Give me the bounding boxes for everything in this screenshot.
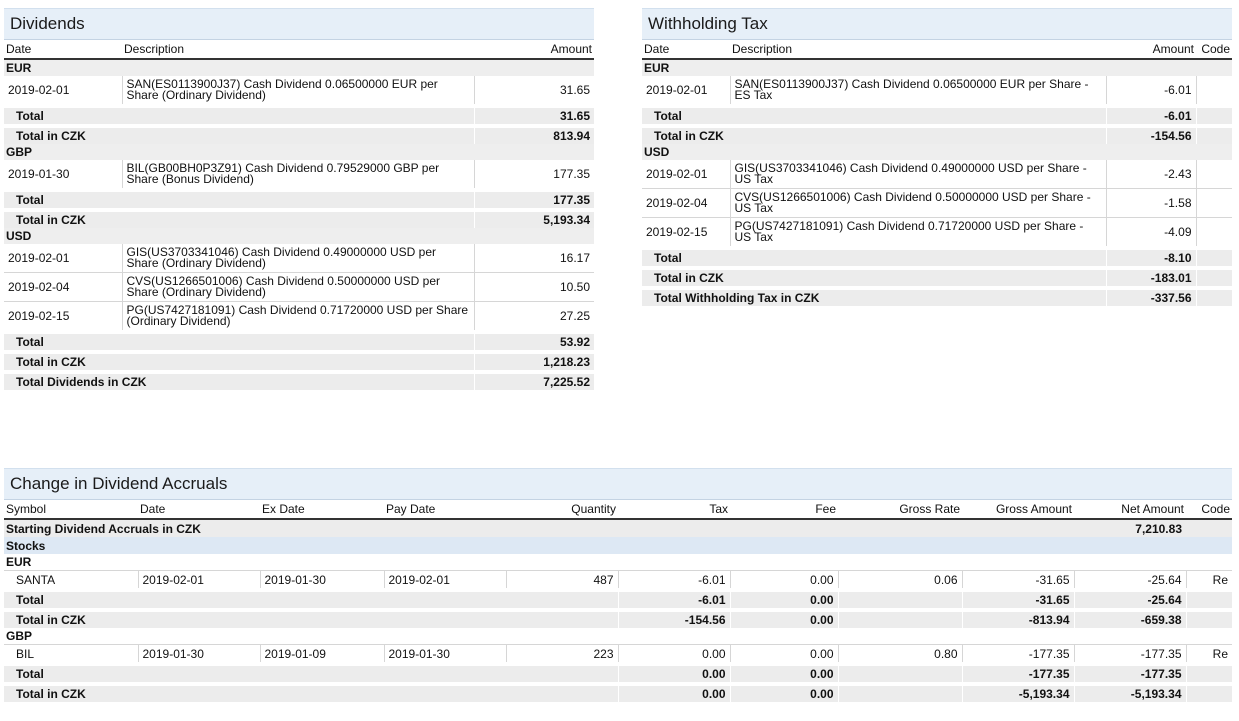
row-quantity: 223 xyxy=(506,645,618,665)
row-date: 2019-02-01 xyxy=(642,160,730,189)
currency-row xyxy=(4,144,594,160)
row-amount: -4.09 xyxy=(1106,218,1196,249)
total-czk-row xyxy=(4,610,1232,628)
currency-label: GBP xyxy=(4,144,594,160)
table-row xyxy=(642,76,1232,106)
row-fee: 0.00 xyxy=(730,645,838,665)
starting-accruals-label: Starting Dividend Accruals in CZK xyxy=(4,519,1074,537)
row-amount: -2.43 xyxy=(1106,160,1196,189)
empty-cell xyxy=(1186,684,1232,702)
total-czk-row xyxy=(4,126,594,144)
row-code xyxy=(1196,218,1232,249)
total-label: Total xyxy=(642,248,1106,268)
total-czk-row xyxy=(642,268,1232,288)
withholding-tax-table xyxy=(642,40,1232,306)
total-czk-amount: -154.56 xyxy=(1106,126,1196,144)
table-header-row xyxy=(4,40,594,59)
total-row xyxy=(4,106,594,126)
table-row xyxy=(4,76,594,106)
table-row xyxy=(4,273,594,302)
total-amount: -8.10 xyxy=(1106,248,1196,268)
total-czk-amount: 813.94 xyxy=(474,126,594,144)
empty-cell xyxy=(838,610,962,628)
empty-cell xyxy=(838,664,962,684)
total-czk-gross-amount: -813.94 xyxy=(962,610,1074,628)
col-fee-header: Fee xyxy=(730,500,838,519)
row-date: 2019-01-30 xyxy=(138,645,260,665)
table-row xyxy=(642,160,1232,189)
col-date-header: Date xyxy=(4,40,122,59)
total-czk-row xyxy=(642,126,1232,144)
grand-total-amount: -337.56 xyxy=(1106,288,1196,306)
total-label: Total xyxy=(4,664,618,684)
row-code: Re xyxy=(1186,571,1232,591)
row-fee: 0.00 xyxy=(730,571,838,591)
grand-total-amount: 7,225.52 xyxy=(474,372,594,390)
row-date: 2019-02-01 xyxy=(4,76,122,106)
row-gross-amount: -177.35 xyxy=(962,645,1074,665)
total-row xyxy=(642,248,1232,268)
starting-accruals-row xyxy=(4,519,1232,537)
total-label: Total xyxy=(642,106,1106,126)
table-row xyxy=(4,302,594,333)
col-code-header: Code xyxy=(1186,500,1232,519)
row-date: 2019-01-30 xyxy=(4,160,122,190)
total-czk-label: Total in CZK xyxy=(4,126,474,144)
row-description: GIS(US3703341046) Cash Dividend 0.49000000 USD per Share (Ordinary Dividend) xyxy=(122,244,474,273)
total-czk-tax: 0.00 xyxy=(618,684,730,702)
table-row xyxy=(4,244,594,273)
col-quantity-header: Quantity xyxy=(506,500,618,519)
section-label: Stocks xyxy=(4,537,1232,554)
row-tax: -6.01 xyxy=(618,571,730,591)
col-pay-date-header: Pay Date xyxy=(384,500,506,519)
total-amount: 177.35 xyxy=(474,190,594,210)
row-pay-date: 2019-02-01 xyxy=(384,571,506,591)
row-description: SAN(ES0113900J37) Cash Dividend 0.06500000 EUR per Share (Ordinary Dividend) xyxy=(122,76,474,106)
currency-label: EUR xyxy=(642,59,1232,76)
row-description: PG(US7427181091) Cash Dividend 0.71720000 USD per Share - US Tax xyxy=(730,218,1106,249)
total-tax: 0.00 xyxy=(618,664,730,684)
total-czk-amount: 5,193.34 xyxy=(474,210,594,228)
row-net-amount: -177.35 xyxy=(1074,645,1186,665)
total-code-cell xyxy=(1196,248,1232,268)
empty-cell xyxy=(1186,519,1232,537)
total-czk-fee: 0.00 xyxy=(730,684,838,702)
row-code xyxy=(1196,160,1232,189)
row-date: 2019-02-04 xyxy=(4,273,122,302)
total-net-amount: -177.35 xyxy=(1074,664,1186,684)
total-amount: -6.01 xyxy=(1106,106,1196,126)
col-description-header: Description xyxy=(730,40,1106,59)
total-row xyxy=(642,106,1232,126)
total-czk-fee: 0.00 xyxy=(730,610,838,628)
table-row xyxy=(642,189,1232,218)
total-czk-label: Total in CZK xyxy=(4,352,474,372)
row-ex-date: 2019-01-30 xyxy=(260,571,384,591)
grand-total-label: Total Withholding Tax in CZK xyxy=(642,288,1106,306)
currency-label: GBP xyxy=(4,628,1232,645)
currency-row xyxy=(642,144,1232,160)
total-czk-row xyxy=(4,352,594,372)
table-row xyxy=(4,160,594,190)
row-gross-rate: 0.80 xyxy=(838,645,962,665)
row-amount: 16.17 xyxy=(474,244,594,273)
total-label: Total xyxy=(4,590,618,610)
total-row xyxy=(4,590,1232,610)
col-date-header: Date xyxy=(138,500,260,519)
dividends-title: Dividends xyxy=(4,8,594,40)
currency-row xyxy=(4,554,1232,571)
row-date: 2019-02-15 xyxy=(4,302,122,333)
currency-label: USD xyxy=(4,228,594,244)
total-czk-label: Total in CZK xyxy=(4,210,474,228)
col-date-header: Date xyxy=(642,40,730,59)
col-amount-header: Amount xyxy=(474,40,594,59)
row-pay-date: 2019-01-30 xyxy=(384,645,506,665)
currency-row xyxy=(4,228,594,244)
total-czk-net-amount: -5,193.34 xyxy=(1074,684,1186,702)
total-czk-amount: -183.01 xyxy=(1106,268,1196,288)
table-header-row xyxy=(642,40,1232,59)
row-ex-date: 2019-01-09 xyxy=(260,645,384,665)
currency-row xyxy=(4,59,594,76)
total-czk-gross-amount: -5,193.34 xyxy=(962,684,1074,702)
row-date: 2019-02-04 xyxy=(642,189,730,218)
total-code-cell xyxy=(1196,126,1232,144)
row-quantity: 487 xyxy=(506,571,618,591)
col-tax-header: Tax xyxy=(618,500,730,519)
row-description: BIL(GB00BH0P3Z91) Cash Dividend 0.79529000 GBP per Share (Bonus Dividend) xyxy=(122,160,474,190)
currency-row xyxy=(4,628,1232,645)
row-tax: 0.00 xyxy=(618,645,730,665)
dividends-table xyxy=(4,40,594,390)
dividend-accruals-table xyxy=(4,500,1232,702)
total-czk-net-amount: -659.38 xyxy=(1074,610,1186,628)
row-date: 2019-02-15 xyxy=(642,218,730,249)
table-row xyxy=(4,645,1232,665)
col-gross-rate-header: Gross Rate xyxy=(838,500,962,519)
table-row xyxy=(4,571,1232,591)
grand-total-label: Total Dividends in CZK xyxy=(4,372,474,390)
total-czk-label: Total in CZK xyxy=(642,126,1106,144)
total-row xyxy=(4,332,594,352)
empty-cell xyxy=(1186,664,1232,684)
empty-cell xyxy=(838,684,962,702)
total-czk-tax: -154.56 xyxy=(618,610,730,628)
row-amount: -6.01 xyxy=(1106,76,1196,106)
total-label: Total xyxy=(4,106,474,126)
row-amount: 177.35 xyxy=(474,160,594,190)
currency-label: EUR xyxy=(4,59,594,76)
row-description: CVS(US1266501006) Cash Dividend 0.50000000 USD per Share - US Tax xyxy=(730,189,1106,218)
currency-label: USD xyxy=(642,144,1232,160)
row-date: 2019-02-01 xyxy=(642,76,730,106)
row-amount: 31.65 xyxy=(474,76,594,106)
col-amount-header: Amount xyxy=(1106,40,1196,59)
total-czk-label: Total in CZK xyxy=(4,684,618,702)
total-gross-amount: -31.65 xyxy=(962,590,1074,610)
row-description: PG(US7427181091) Cash Dividend 0.71720000 USD per Share (Ordinary Dividend) xyxy=(122,302,474,333)
total-amount: 31.65 xyxy=(474,106,594,126)
row-symbol: BIL xyxy=(4,645,138,665)
total-amount: 53.92 xyxy=(474,332,594,352)
empty-cell xyxy=(838,590,962,610)
total-row xyxy=(4,190,594,210)
row-description: SAN(ES0113900J37) Cash Dividend 0.06500000 EUR per Share - ES Tax xyxy=(730,76,1106,106)
row-amount: 10.50 xyxy=(474,273,594,302)
total-gross-amount: -177.35 xyxy=(962,664,1074,684)
col-description-header: Description xyxy=(122,40,474,59)
total-code-cell xyxy=(1196,268,1232,288)
row-symbol: SANTA xyxy=(4,571,138,591)
total-label: Total xyxy=(4,332,474,352)
dividend-accruals-title: Change in Dividend Accruals xyxy=(4,468,1232,500)
row-net-amount: -25.64 xyxy=(1074,571,1186,591)
dividends-panel xyxy=(4,8,594,390)
row-gross-amount: -31.65 xyxy=(962,571,1074,591)
col-net-amount-header: Net Amount xyxy=(1074,500,1186,519)
section-row xyxy=(4,537,1232,554)
grand-total-row xyxy=(4,372,594,390)
starting-accruals-amount: 7,210.83 xyxy=(1074,519,1186,537)
total-row xyxy=(4,664,1232,684)
total-czk-amount: 1,218.23 xyxy=(474,352,594,372)
empty-cell xyxy=(1186,610,1232,628)
grand-total-row xyxy=(642,288,1232,306)
total-code-cell xyxy=(1196,288,1232,306)
row-gross-rate: 0.06 xyxy=(838,571,962,591)
currency-label: EUR xyxy=(4,554,1232,571)
withholding-tax-panel xyxy=(642,8,1232,306)
total-czk-label: Total in CZK xyxy=(642,268,1106,288)
total-czk-row xyxy=(4,684,1232,702)
col-gross-amount-header: Gross Amount xyxy=(962,500,1074,519)
total-fee: 0.00 xyxy=(730,590,838,610)
row-code xyxy=(1196,189,1232,218)
table-header-row xyxy=(4,500,1232,519)
col-code-header: Code xyxy=(1196,40,1232,59)
row-amount: 27.25 xyxy=(474,302,594,333)
total-label: Total xyxy=(4,190,474,210)
row-description: CVS(US1266501006) Cash Dividend 0.50000000 USD per Share (Ordinary Dividend) xyxy=(122,273,474,302)
table-row xyxy=(642,218,1232,249)
total-code-cell xyxy=(1196,106,1232,126)
total-tax: -6.01 xyxy=(618,590,730,610)
row-amount: -1.58 xyxy=(1106,189,1196,218)
currency-row xyxy=(642,59,1232,76)
total-czk-row xyxy=(4,210,594,228)
col-symbol-header: Symbol xyxy=(4,500,138,519)
col-ex-date-header: Ex Date xyxy=(260,500,384,519)
row-date: 2019-02-01 xyxy=(4,244,122,273)
row-code xyxy=(1196,76,1232,106)
empty-cell xyxy=(1186,590,1232,610)
total-fee: 0.00 xyxy=(730,664,838,684)
dividend-accruals-panel xyxy=(4,468,1232,702)
row-date: 2019-02-01 xyxy=(138,571,260,591)
row-code: Re xyxy=(1186,645,1232,665)
row-description: GIS(US3703341046) Cash Dividend 0.49000000 USD per Share - US Tax xyxy=(730,160,1106,189)
total-net-amount: -25.64 xyxy=(1074,590,1186,610)
total-czk-label: Total in CZK xyxy=(4,610,618,628)
withholding-tax-title: Withholding Tax xyxy=(642,8,1232,40)
